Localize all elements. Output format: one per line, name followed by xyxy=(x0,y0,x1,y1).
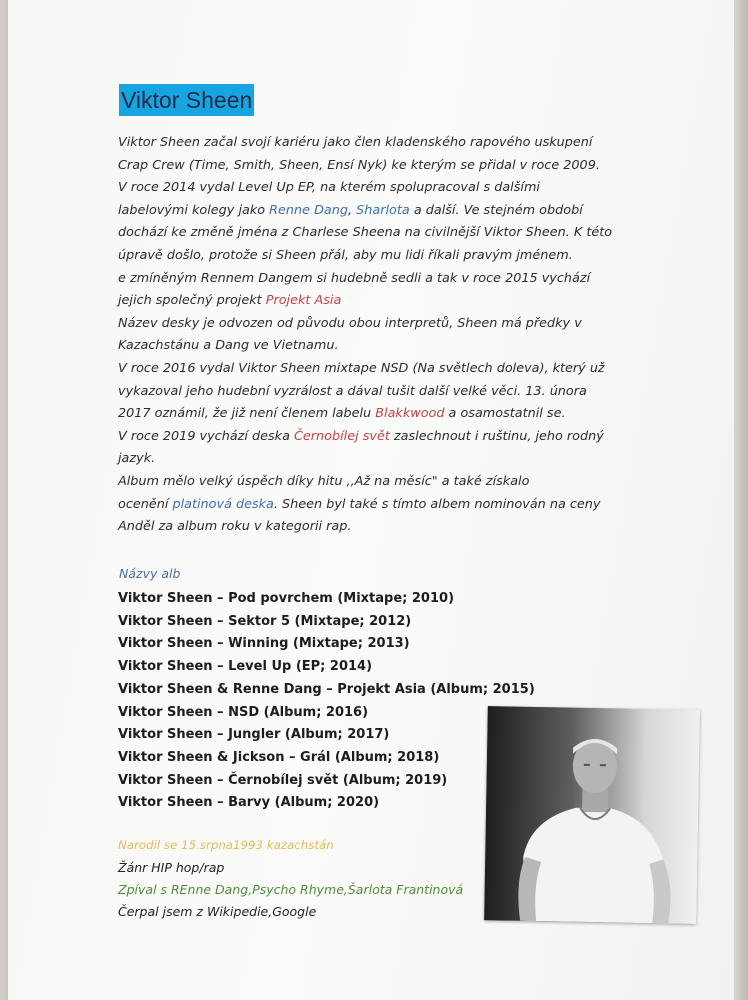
inline-link[interactable]: Renne Dang xyxy=(269,202,349,218)
paragraph-line: labelovými kolegy jako Renne Dang, Sharlota a další. Ve stejném období xyxy=(118,202,583,218)
birth-info: Narodil se 15.srpna1993 kazachstán xyxy=(118,838,334,852)
album-item: Viktor Sheen – NSD (Album; 2016) xyxy=(118,704,369,720)
albums-heading: Názvy alb xyxy=(119,566,181,581)
album-item: Viktor Sheen – Barvy (Album; 2020) xyxy=(118,795,380,811)
paragraph-line: Viktor Sheen začal svojí kariéru jako člen kladenského rapového uskupení xyxy=(118,135,593,150)
sources-info: Čerpal jsem z Wikipedie,Google xyxy=(118,904,317,919)
paragraph-line: Kazachstánu a Dang ve Vietnamu. xyxy=(118,338,339,354)
paragraph-line: Anděl za album roku v kategorii rap. xyxy=(118,519,352,535)
album-item: Viktor Sheen – Winning (Mixtape; 2013) xyxy=(118,636,410,652)
inline-link[interactable]: Sharlota xyxy=(356,202,410,218)
inline-link[interactable]: Černobílej svět xyxy=(293,428,390,444)
paragraph-line: vykazoval jeho hudební vyzrálost a dával tušit další velké věci. 13. února xyxy=(118,383,587,399)
collaborators-info: Zpíval s REnne Dang,Psycho Rhyme,Šarlota Frantinová xyxy=(118,882,464,897)
album-item: Viktor Sheen & Jickson – Grál (Album; 2018) xyxy=(118,749,440,765)
artist-photo xyxy=(484,706,700,924)
album-item: Viktor Sheen – Černobílej svět (Album; 2019) xyxy=(118,772,448,788)
page-title: Viktor Sheen xyxy=(119,84,254,116)
background-edge xyxy=(734,0,748,1000)
album-item: Viktor Sheen – Jungler (Album; 2017) xyxy=(118,727,390,743)
album-item: Viktor Sheen – Pod povrchem (Mixtape; 2010) xyxy=(118,591,455,606)
paragraph-line: e zmíněným Rennem Dangem si hudebně sedli a tak v roce 2015 vychází xyxy=(118,270,591,286)
biography-text xyxy=(118,132,638,539)
album-item: Viktor Sheen – Sektor 5 (Mixtape; 2012) xyxy=(118,613,412,629)
albums-list xyxy=(118,588,535,815)
paragraph-line: úpravě došlo, protože si Sheen přál, aby mu lidi říkali pravým jménem. xyxy=(118,247,573,263)
paragraph-line: Crap Crew (Time, Smith, Sheen, Ensí Nyk) ke kterým se přidal v roce 2009. xyxy=(118,157,600,173)
paragraph-line: Album mělo velký úspěch díky hitu ,,Až na měsíc" a také získalo xyxy=(118,473,530,489)
paragraph-line: ocenění platinová deska. Sheen byl také s tímto albem nominován na ceny xyxy=(118,496,601,512)
paragraph-line: dochází ke změně jména z Charlese Sheena na civilnější Viktor Sheen. K této xyxy=(118,225,613,241)
inline-link[interactable]: Projekt Asia xyxy=(265,293,342,309)
paragraph-line: jazyk. xyxy=(118,451,156,467)
paragraph-line: 2017 oznámil, že již není členem labelu Blakkwood a osamostatnil se. xyxy=(118,406,566,422)
inline-link[interactable]: Blakkwood xyxy=(375,406,445,422)
paragraph-line: V roce 2016 vydal Viktor Sheen mixtape NSD (Na světlech doleva), který už xyxy=(118,360,605,376)
inline-link[interactable]: platinová deska xyxy=(172,496,274,512)
paragraph-line: V roce 2019 vychází deska Černobílej svět zaslechnout i ruštinu, jeho rodný xyxy=(118,428,604,444)
album-item: Viktor Sheen & Renne Dang – Projekt Asia (Album; 2015) xyxy=(118,681,535,697)
genre-info: Žánr HIP hop/rap xyxy=(118,860,225,875)
paragraph-line: jejich společný projekt Projekt Asia xyxy=(118,293,342,309)
paragraph-line: Název desky je odvozen od původu obou interpretů, Sheen má předky v xyxy=(118,315,582,331)
album-item: Viktor Sheen – Level Up (EP; 2014) xyxy=(118,659,373,675)
paragraph-line: V roce 2014 vydal Level Up EP, na kterém spolupracoval s dalšími xyxy=(118,180,540,196)
